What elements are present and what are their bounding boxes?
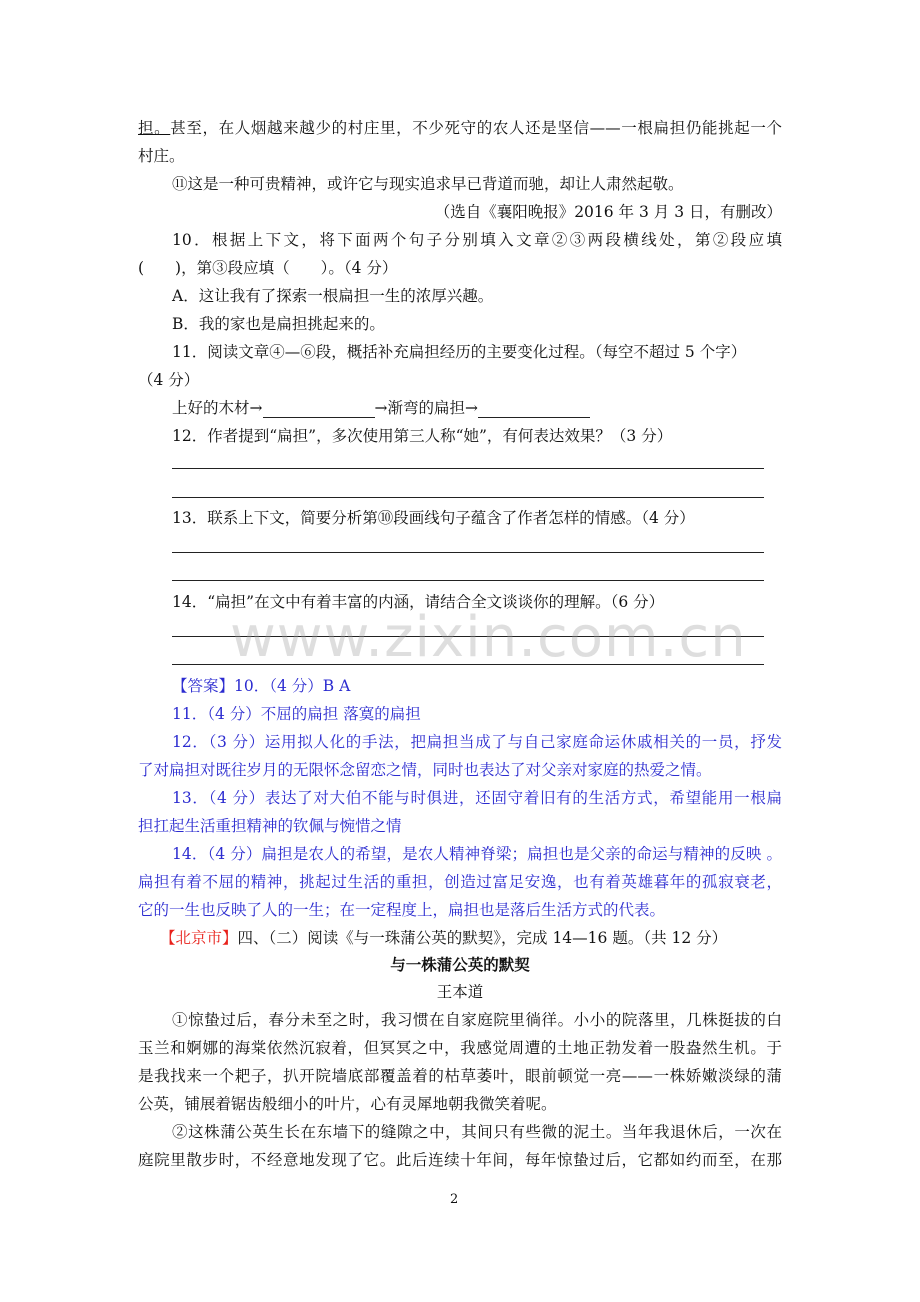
answer-14-cont: 它的一生也反映了人的一生；在一定程度上，扁担也是落后生活方式的代表。 xyxy=(138,901,666,919)
answer-13-cont: 担扛起生活重担精神的钦佩与惋惜之情 xyxy=(138,817,402,835)
answer-line xyxy=(172,552,764,553)
answer-14-cont: 扁担有着不屈的精神，挑起过生活的重担，创造过富足安逸，也有着英雄暮年的孤寂衰老， xyxy=(138,873,782,891)
answer-13: 13．（4 分）表达了对大伯不能与时俱进，还固守着旧有的生活方式，希望能用一根扁 xyxy=(172,789,782,807)
answer-12: 12．（3 分）运用拟人化的手法，把扁担当成了与自己家庭命运休戚相关的一员，抒发 xyxy=(172,733,782,751)
answer-blank xyxy=(478,403,590,418)
text: →渐弯的扁担→ xyxy=(374,399,478,417)
answer-blank xyxy=(263,403,375,418)
question-10: 10．根据上下文，将下面两个句子分别填入文章②③两段横线处，第②段应填 xyxy=(172,231,782,249)
question-10-cont: ( )，第③段应填（ ）。（4 分） xyxy=(138,259,398,277)
text: 四、（二）阅读《与一珠蒲公英的默契》，完成 14—16 题。（共 12 分） xyxy=(237,929,728,947)
answer-12-cont: 了对扁担对既往岁月的无限怀念留恋之情，同时也表达了对父亲对家庭的热爱之情。 xyxy=(138,761,712,779)
section-heading xyxy=(160,928,804,948)
paragraph-line: 是我找来一个耙子，扒开院墙底部覆盖着的枯草萎叶，眼前顿觉一亮——一株娇嫩淡绿的蒲 xyxy=(138,1067,782,1085)
watermark: www.zixin.com.cn xyxy=(230,605,747,670)
text: 甚至，在人烟越来越少的村庄里，不少死守的农人还是坚信——一根扁担仍能挑起一个 xyxy=(170,119,782,137)
paragraph-line: 庭院里散步时，不经意地发现了它。此后连续十年间，每年惊蛰过后，它都如约而至，在那 xyxy=(138,1151,782,1169)
text-line: ⑪这是一种可贵精神，或许它与现实追求早已背道而驰，却让人肃然起敬。 xyxy=(172,175,684,193)
text: 10．（4 分）B A xyxy=(234,677,351,695)
option-b: B．我的家也是扁担挑起来的。 xyxy=(172,315,385,333)
question-11-blanks xyxy=(172,398,782,418)
question-11-cont: （4 分） xyxy=(138,371,200,389)
answer-14: 14．（4 分）扁担是农人的希望，是农人精神脊梁；扁担也是父亲的命运与精神的反映 。 xyxy=(172,845,782,863)
text: 上好的木材→ xyxy=(172,399,263,417)
option-a: A．这让我有了探索一根扁担一生的浓厚兴趣。 xyxy=(172,287,494,305)
answer-10 xyxy=(172,676,782,696)
article-title: 与一株蒲公英的默契 xyxy=(390,956,530,974)
paragraph-line: 玉兰和婀娜的海棠依然沉寂着，但冥冥之中，我感觉周遭的土地正勃发着一股盎然生机。于 xyxy=(138,1039,782,1057)
paragraph-line: ②这株蒲公英生长在东墙下的缝隙之中，其间只有些微的泥土。当年我退休后，一次在 xyxy=(172,1123,782,1141)
answer-line xyxy=(172,497,764,498)
source-citation: （选自《襄阳晚报》2016 年 3 月 3 日，有删改） xyxy=(434,203,782,221)
region-tag: 【北京市】 xyxy=(160,929,238,947)
answer-11: 11．（4 分）不屈的扁担 落寞的扁担 xyxy=(172,705,421,723)
question-14: 14．“扁担”在文中有着丰富的内涵，请结合全文谈谈你的理解。（6 分） xyxy=(172,593,665,611)
answer-line xyxy=(172,580,764,581)
question-11: 11．阅读文章④—⑥段，概括补充扁担经历的主要变化过程。（每空不超过 5 个字） xyxy=(172,343,747,361)
underlined-text: 担。 xyxy=(138,119,171,137)
page-number: 2 xyxy=(450,1192,459,1207)
question-12: 12．作者提到“扁担”，多次使用第三人称“她”，有何表达效果？（3 分） xyxy=(172,427,673,445)
answer-label: 【答案】 xyxy=(172,677,235,695)
question-13: 13．联系上下文，简要分析第⑩段画线句子蕴含了作者怎样的情感。（4 分） xyxy=(172,509,695,527)
paragraph-line: 公英，铺展着锯齿般细小的叶片，心有灵犀地朝我微笑着呢。 xyxy=(138,1095,557,1113)
text-line: 村庄。 xyxy=(138,147,185,165)
article-author: 王本道 xyxy=(436,983,484,1001)
paragraph-line: ①惊蛰过后，春分未至之时，我习惯在自家庭院里徜徉。小小的院落里，几株挺拔的白 xyxy=(172,1011,782,1029)
answer-line xyxy=(172,468,764,469)
text-line xyxy=(138,118,782,138)
